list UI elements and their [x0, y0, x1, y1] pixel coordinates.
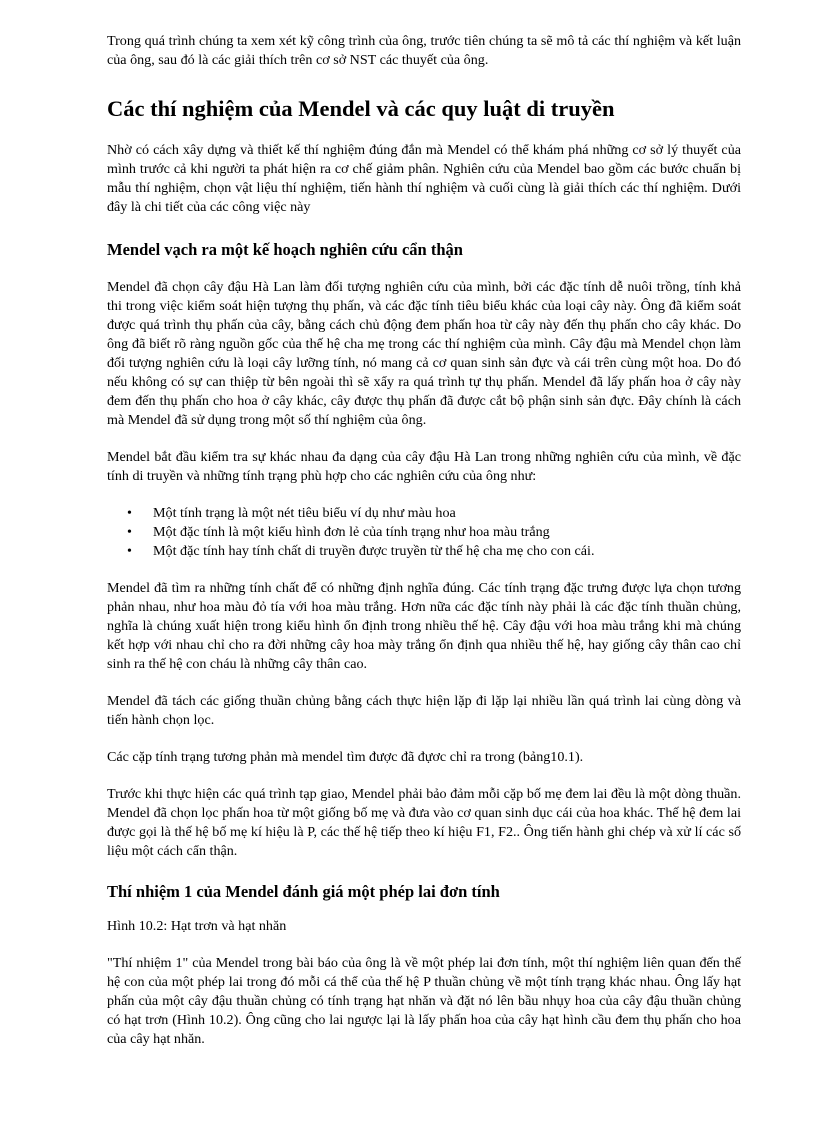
- bullet-icon: •: [127, 505, 132, 521]
- bullet-icon: •: [127, 543, 132, 559]
- figure-caption: Hình 10.2: Hạt trơn và hạt nhăn: [107, 918, 287, 934]
- trait-definition-list: [107, 504, 741, 561]
- list-item: [107, 523, 741, 542]
- list-item: [107, 542, 741, 561]
- section-heading-experiment-1: Thí nhiệm 1 của Mendel đánh giá một phép lai đơn tính: [107, 882, 500, 901]
- pure-line-paragraph: Mendel đã tách các giống thuần chủng bằng cách thực hiện lặp đi lặp lại nhiều lần quá trình lai cùng dòng và tiến hành chọn lọc.: [107, 693, 741, 728]
- contrasting-traits-paragraph: Mendel đã tìm ra những tính chất để có những định nghĩa đúng. Các tính trạng đặc trưng được lựa chọn tương phản nhau, như hoa màu đỏ tía với hoa màu trắng. Hơn nữa các đặc tính này phải là các đặc tính thuần chủng, nghĩa là chúng xuất hiện trong kiểu hình ổn định trong nhiều thế hệ. Cây đậu với hoa màu trắng khi mà chúng kết hợp với nhau chỉ cho ra đời những cây hoa mày trắng ổn định qua nhiều thế hệ, hay giống cây thân cao chỉ sinh ra thế hệ con cháu là những cây thân cao.: [107, 580, 741, 672]
- section-heading-research-plan: Mendel vạch ra một kế hoạch nghiên cứu cẩn thận: [107, 240, 463, 259]
- experiment-1-paragraph: "Thí nhiệm 1" của Mendel trong bài báo của ông là về một phép lai đơn tính, một thí nghiệm liên quan đến thế hệ con của một phép lai trong đó mỗi cá thể của thế hệ P thuần chủng về một tính trạng khác nhau. Ông lấy hạt phấn của một cây đậu thuần chủng có tính trạng hạt nhăn và đặt nó lên bầu nhụy hoa của cây đậu thuần chủng có hạt trơn (Hình 10.2). Ông cũng cho lai ngược lại là lấy phấn hoa của cây hạt hình cầu đem thụ phấn cho hoa của cây hạt nhăn.: [107, 955, 741, 1047]
- list-item-text: Một đặc tính hay tính chất di truyền được truyền từ thế hệ cha mẹ cho con cái.: [153, 543, 595, 559]
- document-page: [107, 32, 741, 1049]
- intro-paragraph: Trong quá trình chúng ta xem xét kỹ công trình của ông, trước tiên chúng ta sẽ mô tả các thí nghiệm và kết luận của ông, sau đó là các giải thích trên cơ sở NST các thuyết của ông.: [107, 33, 741, 68]
- pea-selection-paragraph: Mendel đã chọn cây đậu Hà Lan làm đối tượng nghiên cứu của mình, bởi các đặc tính dễ nuôi trồng, tính khả thi trong việc kiểm soát hiện tượng thụ phấn, và các đặc tính tiêu biểu khác của loại cây này. Ông đã kiểm soát được quá trình thụ phấn của cây, bằng cách chủ động đem phấn hoa từ cây này đến thụ phấn cho cây khác. Do ông đã biết rõ ràng nguồn gốc của thế hệ cha mẹ trong các thí nghiệm của mình. Cây đậu mà Mendel chọn làm đối tượng nghiên cứu là loại cây lưỡng tính, nó mang cả cơ quan sinh sản đực và cái trên cùng một hoa. Do đó nếu không có sự can thiệp từ bên ngoài thì sẽ xẩy ra quá trình tự thụ phấn. Mendel đã lấy phấn hoa ở cây này đem đến thụ phấn cho hoa ở cây khác, cây được thụ phấn đã được cắt bộ phận sinh sản đực. Đây chính là cách mà Mendel đã sử dụng trong một số thí nghiệm của ông.: [107, 279, 741, 428]
- section-heading-mendel-experiments: Các thí nghiệm của Mendel và các quy luật di truyền: [107, 96, 615, 121]
- table-reference-paragraph: Các cặp tính trạng tương phản mà mendel tìm được đã đựơc chỉ ra trong (bảng10.1).: [107, 749, 584, 765]
- list-item-text: Một đặc tính là một kiểu hình đơn lẻ của tính trạng như hoa màu trắng: [153, 524, 550, 540]
- list-item: [107, 504, 741, 523]
- list-item-text: Một tính trạng là một nét tiêu biểu ví dụ như màu hoa: [153, 505, 456, 521]
- section1-paragraph: Nhờ có cách xây dựng và thiết kế thí nghiệm đúng đắn mà Mendel có thể khám phá những cơ sở lý thuyết của mình trước cả khi người ta phát hiện ra cơ chế giảm phân. Nghiên cứu của Mendel bao gồm các bước chuẩn bị mẫu thí nghiệm, chọn vật liệu thí nghiệm, tiến hành thí nghiệm và cuối cùng là giải thích các thí nghiệm. Dưới đây là chi tiết của các công việc này: [107, 142, 741, 215]
- variation-intro-paragraph: Mendel bắt đầu kiểm tra sự khác nhau đa dạng của cây đậu Hà Lan trong những nghiên cứu của mình, về đặc tính di truyền và những tính trạng phù hợp cho các nghiên cứu của ông như:: [107, 449, 741, 484]
- bullet-icon: •: [127, 524, 132, 540]
- generation-notation-paragraph: Trước khi thực hiện các quá trình tạp giao, Mendel phải bảo đảm mỗi cặp bố mẹ đem lai đều là một dòng thuần. Mendel đã chọn lọc phấn hoa từ một giống bố mẹ và đưa vào cơ quan sinh dục cái của hoa khác. Thế hệ đem lai được gọi là thế hệ bố mẹ kí hiệu là P, các thế hệ tiếp theo kí hiệu F1, F2.. Ông tiến hành ghi chép và xử lí các số liệu một cách cẩn thận.: [107, 786, 741, 859]
